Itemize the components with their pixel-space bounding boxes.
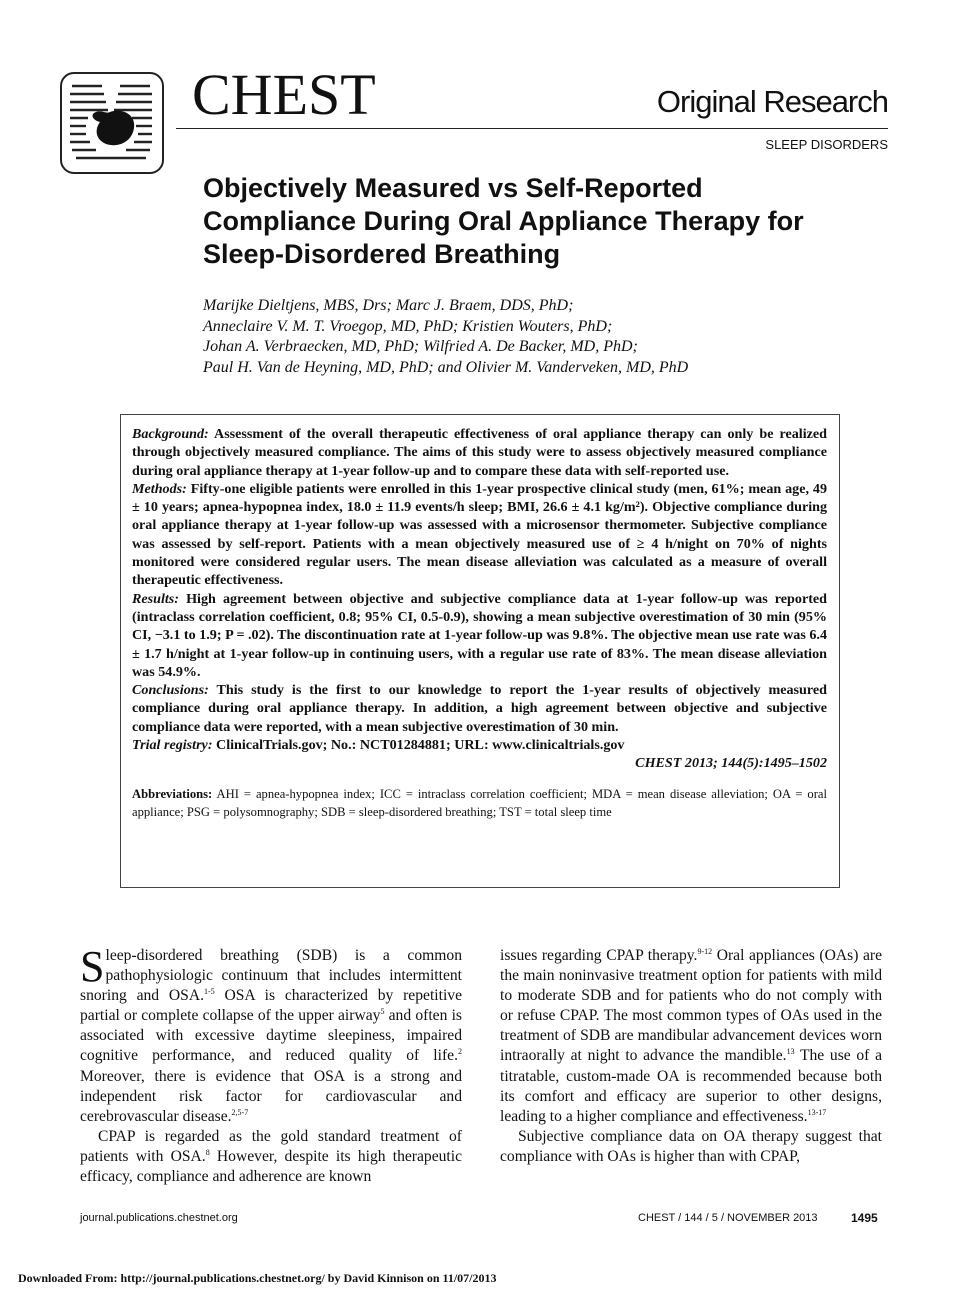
- section-label: Trial registry:: [132, 737, 213, 754]
- article-type: Original Research: [656, 84, 888, 119]
- author-line: Paul H. Van de Heyning, MD, PhD; and Olivier M. Vanderveken, MD, PhD: [203, 358, 689, 376]
- reference[interactable]: 2,5-7: [231, 1107, 249, 1117]
- download-note: Downloaded From: http://journal.publications.chestnet.org/ by David Kinnison on 11/07/2013: [18, 1271, 497, 1285]
- section-label: Results:: [132, 590, 179, 607]
- reference[interactable]: 5: [380, 1007, 385, 1017]
- body-paragraph: issues regarding CPAP therapy.$^{9-12}$ Oral appliances (OAs) are the main noninvasive treatment option for patients with mild to moderate SDB and for patients who do not comply with or refuse CPAP. The most common types of OAs used in the treatment of SDB are mandibular advancement devices worn intraorally at night to advance the mandible.$^{13}$ The use of a titratable, custom-made OA is recommended because both its comfort and efficacy are superior to other designs, leading to a higher compliance and effectiveness.$^{13-17}$: [500, 946, 883, 1125]
- abbreviations: [132, 786, 827, 821]
- section-name: SLEEP DISORDERS: [765, 137, 888, 152]
- reference[interactable]: 1-5: [204, 987, 215, 996]
- body-column-left: [80, 942, 463, 1187]
- reference[interactable]: 13-17: [807, 1107, 827, 1117]
- section-text: This study is the first to our knowledge to report the 1-year results of objectively measured compliance during oral appliance therapy. In addition, a high agreement between objective and subjective compliance data were reported, with a mean subjective overestimation of 30 min.: [132, 682, 827, 735]
- section-text: High agreement between objective and subjective compliance data at 1-year follow-up was reported (intraclass correlation coefficient, 0.8; 95% CI, 0.5-0.9), showing a mean subjective overestimation of 30 min (95% CI, −3.1 to 1.9; P = .02). The discontinuation rate at 1-year follow-up was 9.8%. The objective mean use rate was 6.4 ± 1.7 h/night at 1-year follow-up in continuing users, with a regular use rate of 83%. The mean disease alleviation was 54.9%.: [132, 590, 827, 680]
- abstract-results: [132, 590, 827, 681]
- page-number: 1495: [851, 1211, 878, 1225]
- abbrev-label: Abbreviations:: [132, 787, 213, 802]
- body-column-right: [500, 946, 882, 1167]
- section-text: Assessment of the overall therapeutic effectiveness of oral appliance therapy can only be realized through objectively measured compliance. The aims of this study were to assess objectively measured compliance during oral appliance therapy at 1-year follow-up and to compare these data with self-reported use.: [132, 426, 827, 479]
- reference[interactable]: 13: [786, 1047, 795, 1057]
- author-list: [203, 296, 688, 378]
- footer-url[interactable]: journal.publications.chestnet.org: [80, 1212, 238, 1224]
- author-line: Anneclaire V. M. T. Vroegop, MD, PhD; Kristien Wouters, PhD;: [203, 317, 613, 335]
- abstract-methods: [132, 480, 827, 590]
- article-title: Objectively Measured vs Self-Reported Compliance During Oral Appliance Therapy for Sleep-Disordered Breathing: [203, 173, 804, 269]
- section-label: Background:: [132, 426, 209, 442]
- header-rule: [176, 128, 888, 129]
- abbrev-text: AHI = apnea-hypopnea index; ICC = intraclass correlation coefficient; MDA = mean disease alleviation; OA = oral appliance; PSG = polysomnography; SDB = sleep-disordered breathing; TST = total sleep time: [132, 787, 827, 819]
- journal-name: CHEST: [192, 62, 376, 127]
- abstract-background: [132, 425, 827, 480]
- section-label: Conclusions:: [132, 682, 209, 699]
- lungs-heart-icon: [62, 74, 162, 172]
- footer-issue: CHEST / 144 / 5 / NOVEMBER 2013: [638, 1212, 818, 1224]
- body-paragraph: Subjective compliance data on OA therapy suggest that compliance with OAs is higher than with CPAP,: [500, 1127, 882, 1165]
- registry-link[interactable]: ClinicalTrials.gov; No.: NCT01284881; URL: www.clinicaltrials.gov: [216, 737, 625, 754]
- body-paragraph: CPAP is regarded as the gold standard treatment of patients with OSA.$^8$ However, despite its high therapeutic efficacy, compliance and adherence are known: [80, 1127, 463, 1186]
- abstract-box: [120, 414, 840, 888]
- citation: CHEST 2013; 144(5):1495–1502: [635, 755, 827, 772]
- abstract-conclusions: [132, 681, 827, 736]
- section-label: Methods:: [132, 480, 187, 497]
- author-line: Marijke Dieltjens, MBS, Drs; Marc J. Braem, DDS, PhD;: [203, 297, 574, 314]
- author-line: Johan A. Verbraecken, MD, PhD; Wilfried A. De Backer, MD, PhD;: [203, 338, 638, 355]
- reference[interactable]: 9-12: [697, 946, 713, 956]
- reference[interactable]: 8: [205, 1147, 210, 1157]
- chest-logo: [60, 72, 164, 174]
- section-text: Fifty-one eligible patients were enrolled in this 1-year prospective clinical study (men, 61%; mean age, 49 ± 10 years; apnea-hypopnea index, 18.0 ± 11.9 events/h sleep; BMI, 26.6 ± 4.1 kg/m²). Objective compliance during oral appliance therapy at 1-year follow-up was assessed with a microsensor thermometer. Subjective compliance was assessed by self-report. Patients with a mean objectively measured use of ≥ 4 h/night on 70% of nights monitored were considered regular users. The mean disease alleviation was calculated as a measure of overall therapeutic effectiveness.: [132, 480, 827, 589]
- reference[interactable]: 2: [458, 1047, 462, 1057]
- drop-cap: S: [80, 942, 105, 991]
- body-paragraph: Sleep-disordered breathing (SDB) is a common pathophysiologic continuum that includes intermittent snoring and OSA.$^{1-5}$ OSA is characterized by repetitive partial or complete collapse of the upper airway$^5$ and often is associated with excessive daytime sleepiness, impaired cognitive performance, and reduced quality of life.$^2$ Moreover, there is evidence that OSA is a strong and independent risk factor for cardiovascular and cerebrovascular disease.$^{2,5-7}$: [80, 942, 462, 1125]
- abstract-registry: [132, 736, 827, 754]
